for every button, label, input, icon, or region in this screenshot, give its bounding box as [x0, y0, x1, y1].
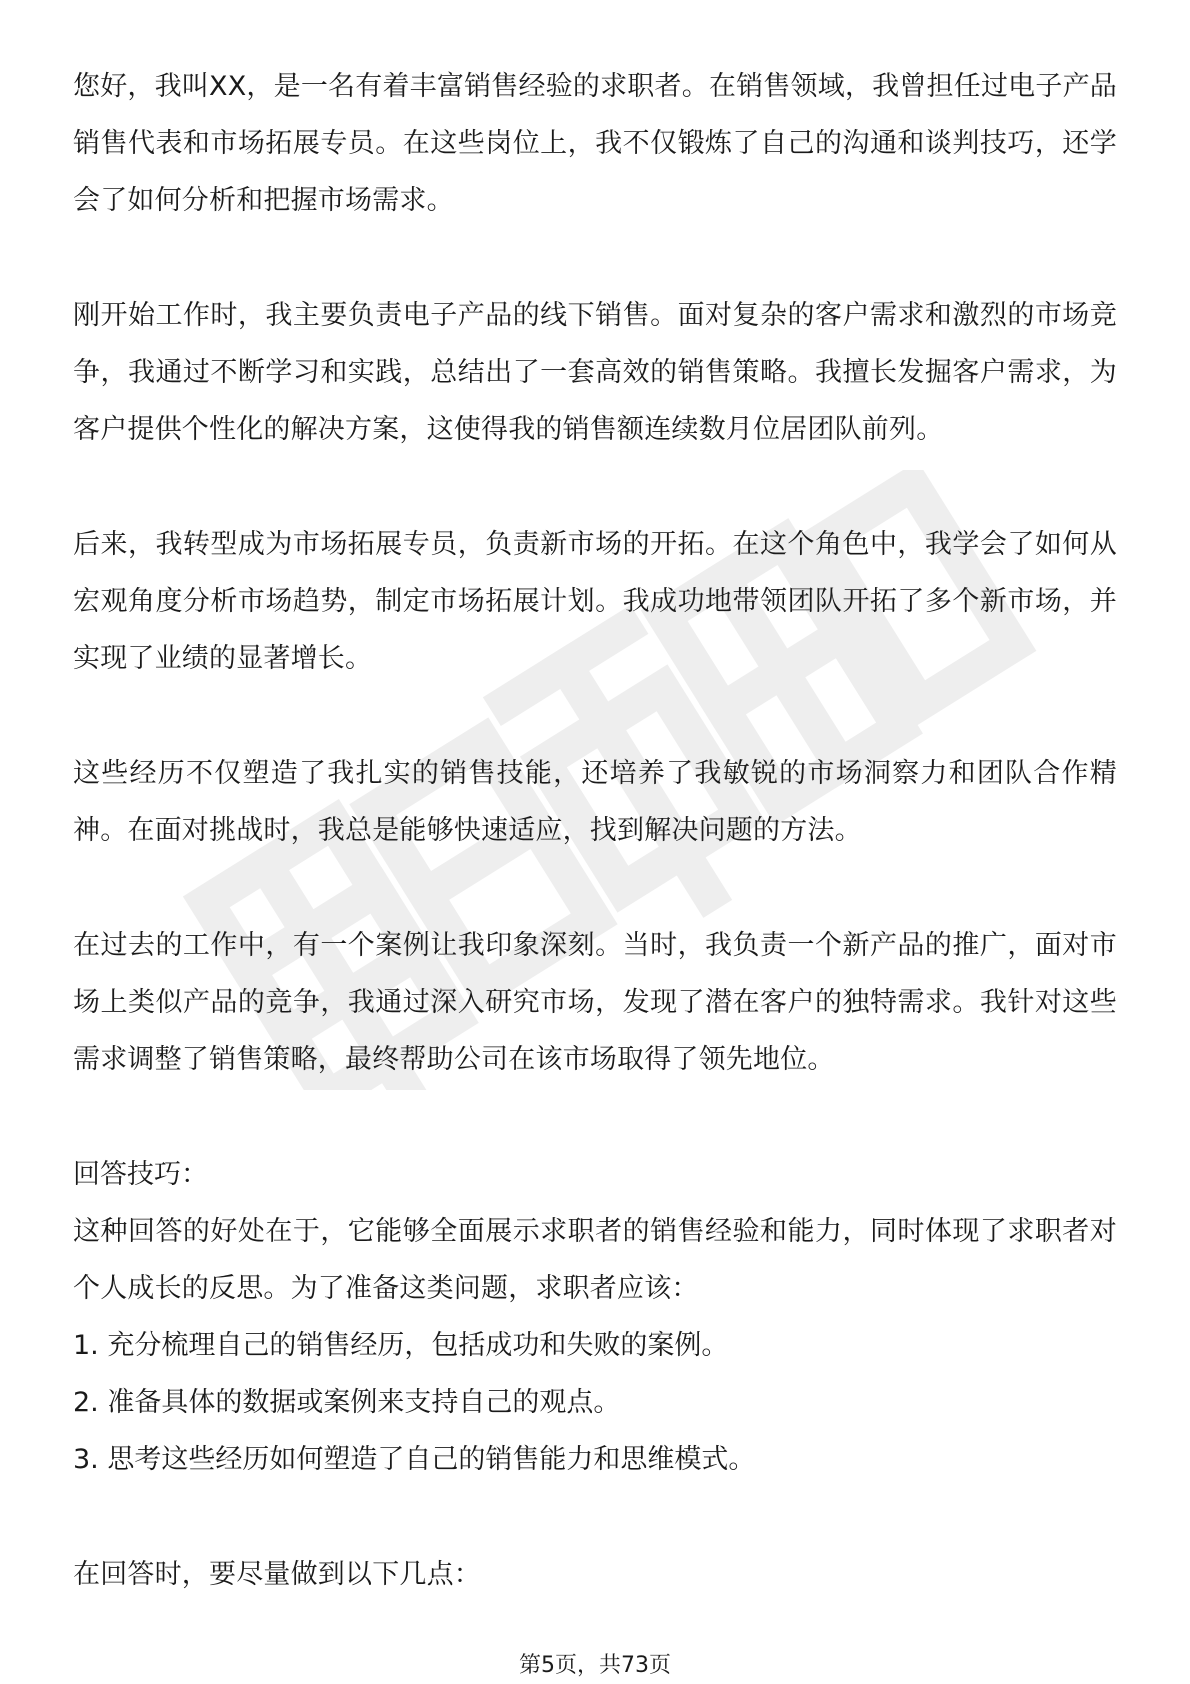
- closing-line: 在回答时，要尽量做到以下几点：: [73, 1559, 481, 1590]
- paragraph-early-career: 刚开始工作时，我主要负责电子产品的线下销售。面对复杂的客户需求和激烈的市场竞争，我通过不断学习和实践，总结出了一套高效的销售策略。我擅长发掘客户需求，为客户提供个性化的解决方案，这使得我的销售额连续数月位居团队前列。: [73, 300, 1117, 445]
- document-body: [73, 58, 1117, 1661]
- tips-item-3: 3. 思考这些经历如何塑造了自己的销售能力和思维模式。: [73, 1444, 756, 1475]
- tips-item-2: 2. 准备具体的数据或案例来支持自己的观点。: [73, 1387, 621, 1418]
- paragraph-intro: 您好，我叫XX，是一名有着丰富销售经验的求职者。在销售领域，我曾担任过电子产品销售代表和市场拓展专员。在这些岗位上，我不仅锻炼了自己的沟通和谈判技巧，还学会了如何分析和把握市场需求。: [73, 71, 1117, 216]
- paragraph-case: 在过去的工作中，有一个案例让我印象深刻。当时，我负责一个新产品的推广，面对市场上类似产品的竞争，我通过深入研究市场，发现了潜在客户的独特需求。我针对这些需求调整了销售策略，最终帮助公司在该市场取得了领先地位。: [73, 930, 1117, 1075]
- tips-item-1: 1. 充分梳理自己的销售经历，包括成功和失败的案例。: [73, 1330, 729, 1361]
- page-number: 第5页，共73页: [519, 1653, 671, 1678]
- paragraph-market-expansion: 后来，我转型成为市场拓展专员，负责新市场的开拓。在这个角色中，我学会了如何从宏观角度分析市场趋势，制定市场拓展计划。我成功地带领团队开拓了多个新市场，并实现了业绩的显著增长。: [73, 529, 1117, 674]
- tips-heading: 回答技巧：: [73, 1159, 208, 1190]
- paragraph-skills: 这些经历不仅塑造了我扎实的销售技能，还培养了我敏锐的市场洞察力和团队合作精神。在面对挑战时，我总是能够快速适应，找到解决问题的方法。: [73, 758, 1117, 846]
- tips-intro: 这种回答的好处在于，它能够全面展示求职者的销售经验和能力，同时体现了求职者对个人成长的反思。为了准备这类问题，求职者应该：: [73, 1216, 1117, 1304]
